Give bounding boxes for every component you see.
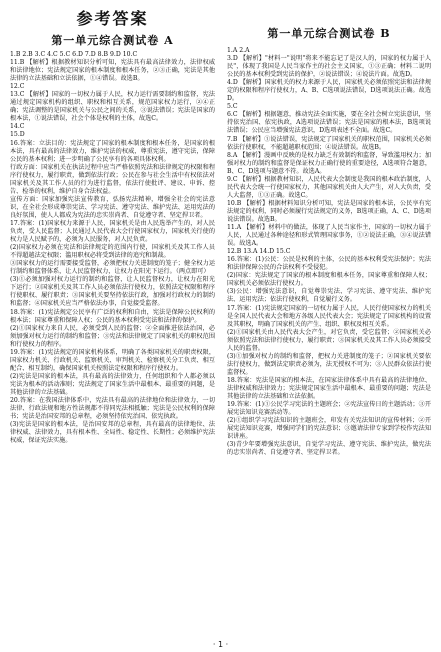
answer-line: 4.D 【解析】国家机关的权力来源于人民，国家机关必须依照宪法和法律规定的权限和程序行使权力，A、B、C选项说法错误，D选项说法正确。故选D。 [227,79,431,103]
answer-line: (3)公民：增强宪法意识，自觉尊崇宪法、学习宪法、遵守宪法、维护宪法、运用宪法；依法行使权利，自觉履行义务。 [227,288,431,304]
answer-line: (3)①必须加强对权力运行的制约和监督，让人民监督权力，让权力在阳光下运行；②国家机关及其工作人员必须依法行使权力，依照法定权限和程序行使职权、履行职责；③国家机关要坚持依法行政，加强对行政权力的制约和监督；④国家机关应当严格依法办事，自觉接受监督。 [10,276,215,308]
answer-line: 11.B 【解析】根据教材知识分析可知，宪法具有最高法律效力，法律权威和法律地位；宪法规定国家的根本制度和根本任务，②③正确，宪法是其他法律的立法基础和立法依据，①④错误。故选B。 [10,59,215,83]
page-title: 参考答案 [76,9,149,28]
answer-line: 16.答案：立法目的：宪法规定了国家的根本制度和根本任务，是国家的根本法，具有最高的法律效力，维护宪法的权威，尊重宪法，遵守宪法，保障公民的基本权利；进一步明确了公民享有的各项具体权利。 [10,139,215,163]
answer-line: 16.答案：(1)公民：公民是权利的主体，公民的基本权利受宪法保护；宪法和法律保障公民的合法权利不受侵犯。 [227,256,431,272]
answer-line: (2)①国家权力来自人民，必须受到人民的监督；②全面推进依法治国，必须加强对权力运行的制约和监督；③宪法和法律规定了国家机关的职权范围和行使权力的程序。 [10,324,215,348]
section-title-a: 第一单元综合测试卷 A [51,34,174,47]
answer-line: (3)①加强对权力的制约和监督，把权力关进制度的笼子；②国家机关要依法行使权力，做到法定职责必须为，法无授权不可为；③人民群众依法行使监督权。 [227,352,431,376]
answer-line: 10.B 【解析】根据材料知识分析可知，宪法是国家的根本法，公民享有宪法规定的权利，同时必须履行宪法规定的义务，B选项正确，A、C、D选项说法错误。故选B。 [227,199,431,223]
answer-line: 14.C [10,123,25,131]
answer-line: (2)①组织学习宪法知识的主题班会，印发有关宪法知识的宣传材料；②开展宪法知识竞赛，增强同学们的宪法意识；③邀请法律专家到学校作宪法知识讲座。 [227,417,431,441]
answer-line: 13.C 【解析】国家的一切权力属于人民，权力运行需要制约和监督，宪法通过规定国家机构的组织、职权和相互关系，规范国家权力运行，②④正确；宪法调整的是国家机关与公民之间的关系，③说法错误；宪法是国家的根本法，①说法错误，社会个体是权利的主体，故选C。 [10,91,215,123]
answer-line: 12.C [10,83,25,91]
answer-line: ③国家权力的运行需要接受监督，必须把权力关进制度的笼子；健全权力运行制约和监督体系，让人民监督权力，让权力在阳光下运行。（两点即可） [10,260,215,276]
right-answer-list [227,47,431,457]
answer-line: 行政方面：国家机关在执法过程中应当严格依照宪法和法律规定的权限和程序行使权力，履行职责，做到依法行政；公民在参与社会生活中有权依法对国家机关及其工作人员的行为进行监督，依法行使批评、建议、申诉、控告、检举的权利，维护自身合法权益。 [10,163,215,195]
left-column [10,6,215,634]
answer-line: (3)宪法是国家的根本法，是治国安邦的总章程，具有最高的法律地位、法律权威、法律效力，具有根本性、全局性、稳定性、长期性；必须维护宪法权威，保证宪法实施。 [10,421,215,445]
answer-line: (2)宪法是国家的根本法，具有最高的法律效力，任何组织和个人都必须以宪法为根本的活动准则；宪法规定了国家生活中最根本、最重要的问题，是其他法律的立法基础。 [10,372,215,396]
answer-line: 17.答案：(1)国家权力来源于人民，国家机关是由人民选举产生的，对人民负责，受人民监督；人民通过人民代表大会行使国家权力，国家机关行使的权力是人民赋予的，必须为人民服务，对人民负责。 [10,219,215,244]
answer-line: 6.C 【解析】根据题意，推动宪法全面实施，要在全社会树立宪法意识，坚持依宪治国、依宪执政，A选项说法错误；宪法是国家的根本法，B选项说法错误；公民应当增强宪法意识，D选项表述不全面。故选C。 [227,111,431,135]
answer-line: 5.C [227,103,238,111]
answer-line: 7.B 【解析】①说法错误，宪法规定了国家机关的职权范围，国家机关必须依法行使职权，不能超越职权范围；④说法错误。故选B。 [227,135,431,151]
answer-line: 19.答案：(1)宪法规定的国家机构体系，明确了各类国家机关的职责权限，国家权力机关、行政机关、监察机关、审判机关、检察机关分工负责、相互配合、相互制约，确保国家机关按照法定权限和程序行使权力。 [10,348,215,372]
answer-line: (3)青少年要增强宪法意识，自觉学习宪法、遵守宪法、维护宪法，做宪法的忠实崇尚者、自觉遵守者、坚定捍卫者。 [227,441,431,457]
answer-line: 15.D [10,131,25,139]
answer-line: 3.D 【解析】"材料一"说明"将来不能忘记了是汉人的，国家的权力属于人民"，体现了我国是人民当家作主的社会主义国家，①③正确；材料二说明公民的基本权利受到宪法的保护，②说法错误；④说法片面。故选D。 [227,55,431,79]
answer-line: 宣传方面：国家加强宪法宣传教育，弘扬宪法精神，增强全社会的宪法意识，在全社会形成尊崇宪法、学习宪法、遵守宪法、维护宪法、运用宪法的良好氛围，使人人都成为宪法的忠实崇尚者、自觉遵守者、坚定捍卫者。 [10,195,215,219]
answer-line: 18.答案：宪法是国家的根本法，在国家法律体系中具有最高的法律地位、法律权威和法律效力；宪法规定国家生活中最根本、最重要的问题；宪法是其他法律的立法基础和立法依据。 [227,376,431,401]
answer-line: 1.A 2.A [227,47,250,54]
answer-line: 20.答案：在我国法律体系中，宪法具有最高的法律地位和法律效力，一切法律、行政法规和地方性法规都不得同宪法相抵触；宪法是公民权利的保障书；宪法是治国安邦的总章程，必须坚持依宪治国、依宪执政。 [10,397,215,421]
answer-line: 8.A 【解析】漫画中反映的是权力缺乏有效制约和监督，导致滥用权力；加强对权力的制约和监督是保证权力正确行使的重要途径，A选项符合题意，B、C、D选项与题意不符。故选A。 [227,151,431,175]
answer-line: 12.B 13.A 14.D 15.C [227,248,291,256]
answer-line: 18.答案：(1)宪法规定公民享有广泛的权利和自由，宪法是保障公民权利的根本法；国家尊重和保障人权；公民的基本权利受宪法和法律的保护。 [10,308,215,324]
right-column [227,6,431,634]
section-title-b: 第一单元综合测试卷 B [267,27,391,40]
answer-line: 19.答案：(1)①公民学习宪法的主题班会；②宪法宣传日的主题活动；③开展宪法知识竞赛活动等。 [227,401,431,417]
left-answer-list [10,51,215,445]
answer-line: 1.B 2.B 3.C 4.C 5.C 6.D 7.D 8.B 9.D 10.C [10,51,138,58]
answer-line: (2)国家权力必须在宪法和法律规定的范围内行使，国家机关及其工作人员不得超越法定权限；滥用职权必将受到法律的追究和制裁。 [10,244,215,260]
answer-line: 9.C 【解析】根据教材知识，人民代表大会制度是我国的根本政治制度，人民代表大会统一行使国家权力，其他国家机关由人大产生，对人大负责，受人大监督，①③正确。故选C。 [227,175,431,199]
answer-line: (2)国家：宪法规定了国家的根本制度和根本任务，国家尊重和保障人权；国家机关必须依法行使权力。 [227,272,431,288]
answer-line: 11.A 【解析】材料中的做法，体现了人民当家作主，国家的一切权力属于人民，人民通过各种途径和形式管理国家事务，①②说法正确，③④说法错误。故选A。 [227,224,431,248]
answer-line: (2)①国家机关由人民代表大会产生，对它负责，受它监督；②国家机关必须依照宪法和法律行使权力，履行职责；③国家机关及其工作人员必须接受人民的监督。 [227,328,431,352]
answer-line: 17.答案：(1)宪法规定国家的一切权力属于人民，人民行使国家权力的机关是全国人民代表大会和地方各级人民代表大会；宪法规定了国家机构的设置及其职权，明确了国家机关的产生、组织、职权及相互关系。 [227,304,431,328]
page-number: · 1 · [212,640,229,649]
